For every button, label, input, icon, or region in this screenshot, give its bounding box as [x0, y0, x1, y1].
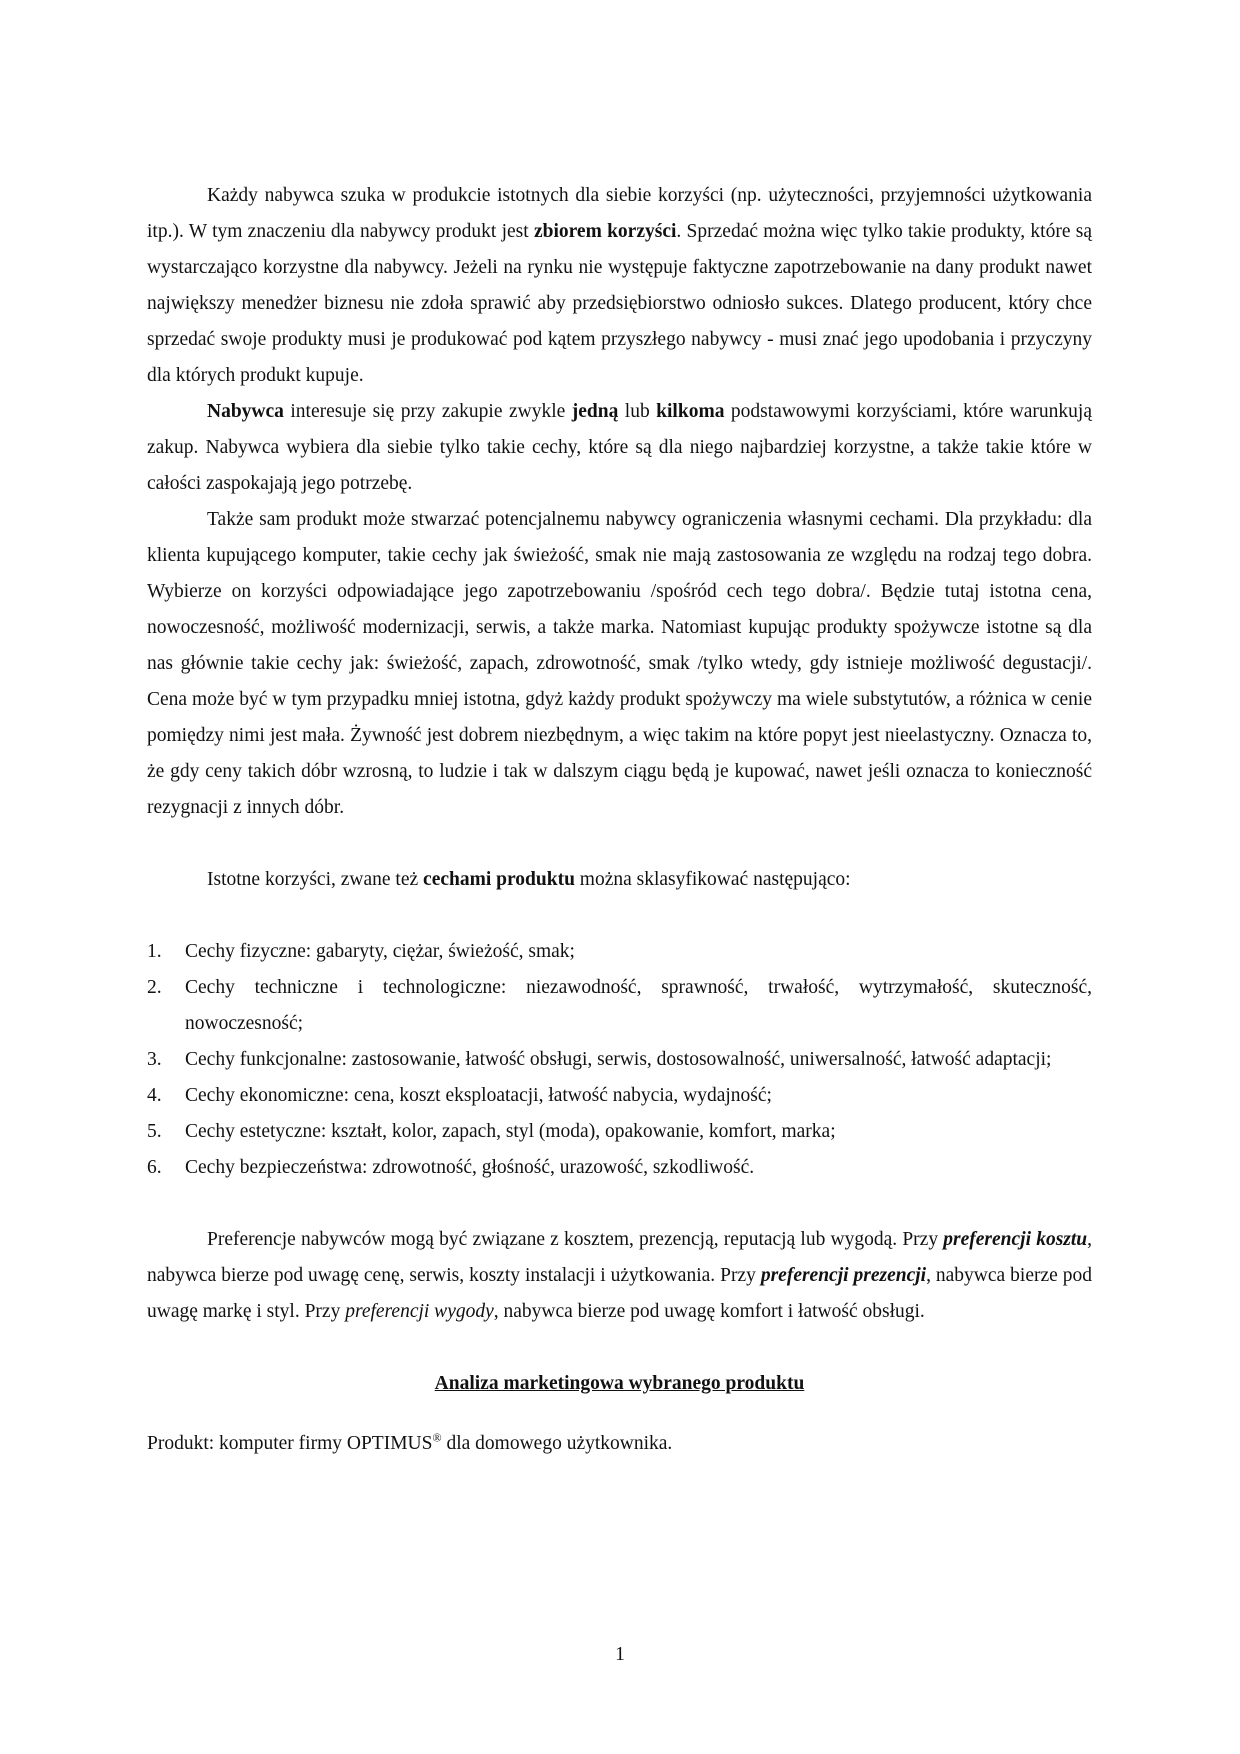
text: interesuje się przy zakupie zwykle — [283, 401, 572, 422]
text: , nabywca bierze pod uwagę komfort i łatwość obsługi. — [493, 1301, 925, 1322]
text: dla domowego użytkownika. — [441, 1433, 673, 1454]
bold-term: jedną — [571, 401, 619, 422]
list-text: Cechy fizyczne: gabaryty, ciężar, świeżość, smak; — [185, 941, 575, 962]
bold-term: cechami produktu — [423, 869, 575, 890]
bold-italic-term: preferencji kosztu — [943, 1229, 1088, 1250]
list-item — [147, 1150, 1092, 1186]
italic-term: preferencji wygody — [345, 1301, 494, 1322]
registered-mark: ® — [432, 1430, 442, 1445]
text: . Sprzedać można więc tylko takie produkty, które są wystarczająco korzystne dla nabywcy. Jeżeli na rynku nie występuje faktyczne zapotrzebowanie na dany produkt nawet największy menedżer biznesu nie zdoła sprawić aby przedsiębiorstwo odniosło sukces. Dlatego producent, który chce sprzedać swoje produkty musi je produkować pod kątem przyszłego nabywcy - musi znać jego upodobania i przyczyny dla których produkt kupuje. — [147, 221, 1093, 386]
list-number: 2. — [147, 977, 162, 998]
list-item — [147, 934, 1092, 970]
bold-term: zbiorem korzyści — [533, 221, 677, 242]
list-number: 4. — [147, 1085, 162, 1106]
paragraph-classification-intro — [147, 862, 1092, 898]
bold-italic-term: preferencji prezencji — [760, 1265, 927, 1286]
bold-term: kilkoma — [656, 401, 725, 422]
paragraph-product-limits: Także sam produkt może stwarzać potencjalnemu nabywcy ograniczenia własnymi cechami. Dla przykładu: dla klienta kupującego komputer, takie cechy jak świeżość, smak nie mają zastosowania ze względu na rodzaj tego dobra. Wybierze on korzyści odpowiadające jego zapotrzebowaniu /spośród cech tego dobra/. Będzie tutaj istotna cena, nowoczesność, możliwość modernizacji, serwis, a także marka. Natomiast kupując produkty spożywcze istotne są dla nas głównie takie cechy jak: świeżość, zapach, zdrowotność, smak /tylko wtedy, gdy istnieje możliwość degustacji/. Cena może być w tym przypadku mniej istotna, gdyż każdy produkt spożywczy ma wiele substytutów, a różnica w cenie pomiędzy nimi jest mała. Żywność jest dobrem niezbędnym, a więc takim na które popyt jest nieelastyczny. Oznacza to, że gdy ceny takich dóbr wzrosną, to ludzie i tak w dalszym ciągu będą je kupować, nawet jeśli oznacza to konieczność rezygnacji z innych dóbr. — [147, 509, 1092, 818]
text: Produkt: komputer firmy OPTIMUS — [147, 1433, 433, 1454]
paragraph-preferences — [147, 1222, 1092, 1330]
text: , nabywca bierze pod uwagę cenę, serwis, koszty instalacji i użytkowania. Przy — [147, 1229, 1093, 1286]
section-heading: Analiza marketingowa wybranego produktu — [434, 1373, 805, 1394]
paragraph-benefits — [147, 178, 1092, 394]
list-item — [147, 1078, 1092, 1114]
list-item — [147, 970, 1092, 1042]
bold-term: Nabywca — [207, 401, 284, 422]
list-text: Cechy ekonomiczne: cena, koszt eksploatacji, łatwość nabycia, wydajność; — [185, 1085, 772, 1106]
text: Preferencje nabywców mogą być związane z kosztem, prezencją, reputacją lub wygodą. Przy — [207, 1229, 944, 1250]
features-list — [147, 934, 1092, 1186]
list-number: 1. — [147, 941, 162, 962]
list-number: 3. — [147, 1049, 162, 1070]
paragraph-buyer — [147, 394, 1092, 502]
page-number: 1 — [615, 1644, 625, 1665]
list-text: Cechy techniczne i technologiczne: niezawodność, sprawność, trwałość, wytrzymałość, skuteczność, nowoczesność; — [185, 977, 1092, 1034]
list-text: Cechy bezpieczeństwa: zdrowotność, głośność, urazowość, szkodliwość. — [185, 1157, 755, 1178]
list-number: 5. — [147, 1121, 162, 1142]
list-text: Cechy estetyczne: kształt, kolor, zapach, styl (moda), opakowanie, komfort, marka; — [185, 1121, 836, 1142]
product-line — [147, 1426, 1092, 1462]
text: , nabywca bierze pod uwagę markę i styl. Przy — [147, 1265, 1092, 1322]
list-number: 6. — [147, 1157, 162, 1178]
text: Każdy nabywca szuka w produkcie istotnych dla siebie korzyści (np. użyteczności, przyjemności użytkowania itp.). W tym znaczeniu dla nabywcy produkt jest — [147, 185, 1092, 242]
text: można sklasyfikować następująco: — [574, 869, 851, 890]
text: Istotne korzyści, zwane też — [207, 869, 424, 890]
text: lub — [618, 401, 657, 422]
document-page — [147, 178, 1092, 1462]
text: podstawowymi korzyściami, które warunkują zakup. Nabywca wybiera dla siebie tylko takie cechy, które są dla niego najbardziej korzystne, a także takie które w całości zaspokajają jego potrzebę. — [147, 401, 1092, 494]
list-item — [147, 1042, 1092, 1078]
list-text: Cechy funkcjonalne: zastosowanie, łatwość obsługi, serwis, dostosowalność, uniwersalność, łatwość adaptacji; — [185, 1049, 1052, 1070]
list-item — [147, 1114, 1092, 1150]
